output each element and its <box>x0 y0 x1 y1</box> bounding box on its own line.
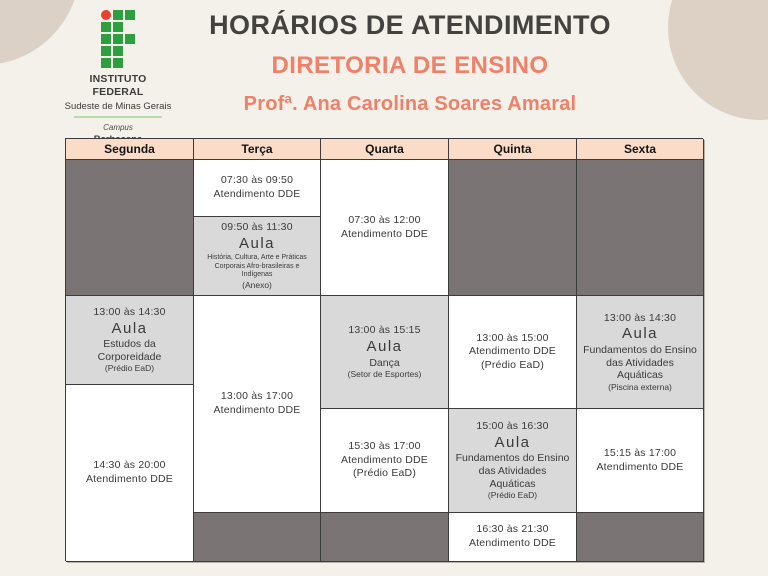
logo-divider <box>74 116 162 118</box>
cell-quinta-aula: 15:00 às 16:30 Aula Fundamentos do Ensino das Atividades Aquáticas (Prédio EaD) <box>449 409 577 513</box>
cell-sexta-aula: 13:00 às 14:30 Aula Fundamentos do Ensino das Atividades Aquáticas (Piscina externa) <box>577 296 704 409</box>
cell-quinta-atendimento-noite: 16:30 às 21:30 Atendimento DDE <box>449 513 577 562</box>
page-subtitle: DIRETORIA DE ENSINO <box>271 52 549 79</box>
page-title: HORÁRIOS DE ATENDIMENTO <box>209 10 611 40</box>
day-header-terca: Terça <box>194 139 321 160</box>
day-header-quarta: Quarta <box>321 139 449 160</box>
cell-terca-blocked <box>194 513 321 562</box>
cell-sexta-blocked-fim <box>577 513 704 562</box>
cell-terca-atendimento-manha: 07:30 às 09:50 Atendimento DDE <box>194 160 321 217</box>
cell-quarta-atendimento-tarde: 15:30 às 17:00 Atendimento DDE (Prédio EaD) <box>321 409 449 513</box>
if-logo-icon <box>101 10 135 68</box>
org-region: Sudeste de Minas Gerais <box>64 101 172 113</box>
schedule-table <box>65 138 703 561</box>
cell-quinta-blocked <box>449 160 577 296</box>
campus-label: Campus <box>103 123 133 133</box>
decorative-circle-top-right <box>668 0 768 120</box>
page-header <box>150 10 670 116</box>
org-name: INSTITUTO FEDERAL <box>89 73 147 98</box>
day-header-sexta: Sexta <box>577 139 704 160</box>
cell-sexta-blocked-manha <box>577 160 704 296</box>
cell-terca-aula: 09:50 às 11:30 Aula História, Cultura, Arte e Práticas Corporais Afro-brasileiras e Indígenas (Anexo) <box>194 217 321 296</box>
professor-name: Profª. Ana Carolina Soares Amaral <box>243 93 577 115</box>
cell-terca-atendimento-tarde: 13:00 às 17:00 Atendimento DDE <box>194 296 321 513</box>
cell-segunda-atendimento: 14:30 às 20:00 Atendimento DDE <box>66 385 194 562</box>
day-header-quinta: Quinta <box>449 139 577 160</box>
cell-sexta-atendimento: 15:15 às 17:00 Atendimento DDE <box>577 409 704 513</box>
cell-segunda-blocked <box>66 160 194 296</box>
day-header-segunda: Segunda <box>66 139 194 160</box>
cell-quarta-aula: 13:00 às 15:15 Aula Dança (Setor de Esportes) <box>321 296 449 409</box>
cell-quarta-blocked <box>321 513 449 562</box>
cell-quinta-atendimento-tarde: 13:00 às 15:00 Atendimento DDE (Prédio EaD) <box>449 296 577 409</box>
cell-quarta-atendimento-manha: 07:30 às 12:00 Atendimento DDE <box>321 160 449 296</box>
cell-segunda-aula: 13:00 às 14:30 Aula Estudos da Corporeidade (Prédio EaD) <box>66 296 194 385</box>
